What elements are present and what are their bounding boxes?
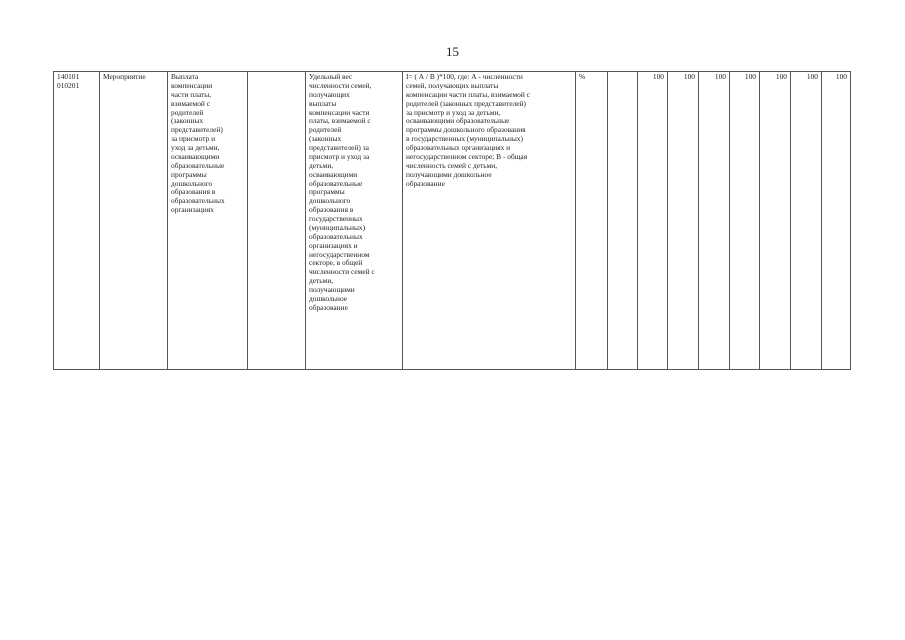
cell-type: Мероприятие (100, 72, 168, 370)
cell-indicator: Удельный вес численности семей, получающих выплаты компенсации части платы, взимаемой с родителей (законных представителей) за присмотр и уход за детьми, осваивающими образовательные программы дошкольного образования в государственных (муниципальных) образовательных организациях и негосударственном секторе, в общей численности семей с детьми, получающими дошкольное образование (306, 72, 403, 370)
cell-base (608, 72, 638, 370)
cell-value: 100 (791, 72, 822, 370)
cell-code: 140101 010201 (54, 72, 100, 370)
cell-value: 100 (760, 72, 791, 370)
cell-value: 100 (822, 72, 851, 370)
cell-formula: I= ( А / В )*100, где: А - численности семей, получающих выплаты компенсации части платы, взимаемой с родителей (законных представителей) за присмотр и уход за детьми, осваивающими образовательные программы дошкольного образования в государственных (муниципальных) образовательных организациях и негосударственном секторе; В - общая численность семей с детьми, получающими дошкольное образование (403, 72, 576, 370)
cell-value: 100 (730, 72, 760, 370)
table-row (54, 72, 851, 370)
cell-value: 100 (699, 72, 730, 370)
cell-value: 100 (668, 72, 699, 370)
indicator-table (53, 71, 851, 370)
cell-empty (248, 72, 306, 370)
cell-unit: % (576, 72, 608, 370)
cell-value: 100 (638, 72, 668, 370)
page-number: 15 (446, 44, 459, 59)
cell-name: Выплата компенсации части платы, взимаемой с родителей (законных представителей) за присмотр и уход за детьми, осваивающими образовательные программы дошкольного образования в образовательных организациях (168, 72, 248, 370)
